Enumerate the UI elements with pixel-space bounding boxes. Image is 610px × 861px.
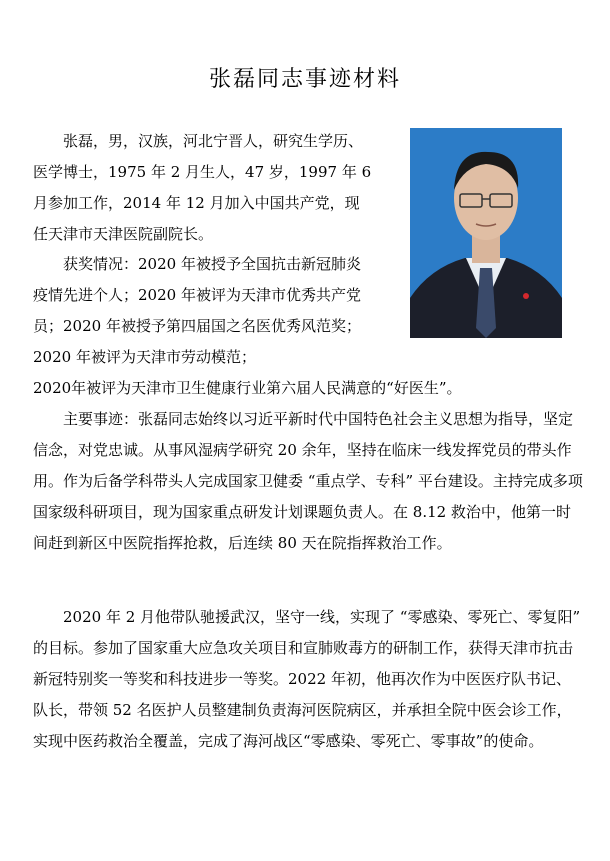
awards-paragraph: 获奖情况：2020 年被授予全国抗击新冠肺炎疫情先进个人；2020 年被评为天津市优秀共产党员；2020 年被授予第四届国之名医优秀风范奖；2020 年被评为天津市劳动模范； xyxy=(33,255,361,366)
awards-paragraph-continued: 2020年被评为天津市卫生健康行业第六届人民满意的“好医生”。 xyxy=(33,379,462,397)
main-deeds-paragraph: 主要事迹：张磊同志始终以习近平新时代中国特色社会主义思想为指导，坚定信念，对党忠诚。从事风湿病学研究 20 余年，坚持在临床一线发挥党员的带头作用。作为后备学科带头人完成国家卫健委 “重点学、专科” 平台建设。主持完成多项国家级科研项目，现为国家重点研发计划课题负责人。在 8.12 救治中，他第一时间赶到新区中医院指挥抢救，后连续 80 天在院指挥救治工作。 xyxy=(33,410,583,552)
page-title: 张磊同志事迹材料 xyxy=(208,67,401,92)
wuhan-paragraph: 2020 年 2 月他带队驰援武汉，坚守一线，实现了 “零感染、零死亡、零复阳” 的目标。参加了国家重大应急攻关项目和宣肺败毒方的研制工作，获得天津市抗击新冠特别奖一等奖和科技进步一等奖。2022 年初，他再次作为中医医疗队书记、队长，带领 52 名医护人员整建制负责海河医院病区，并承担全院中医会诊工作，实现中医药救治全覆盖，完成了海河战区“零感染、零死亡、零事故”的使命。 xyxy=(33,608,581,750)
portrait-photo xyxy=(410,128,562,338)
portrait-illustration xyxy=(410,128,562,338)
intro-paragraph: 张磊，男，汉族，河北宁晋人，研究生学历、医学博士，1975 年 2 月生人，47 岁，1997 年 6 月参加工作，2014 年 12 月加入中国共产党，现任天津市天津医院副院长。 xyxy=(33,132,372,243)
